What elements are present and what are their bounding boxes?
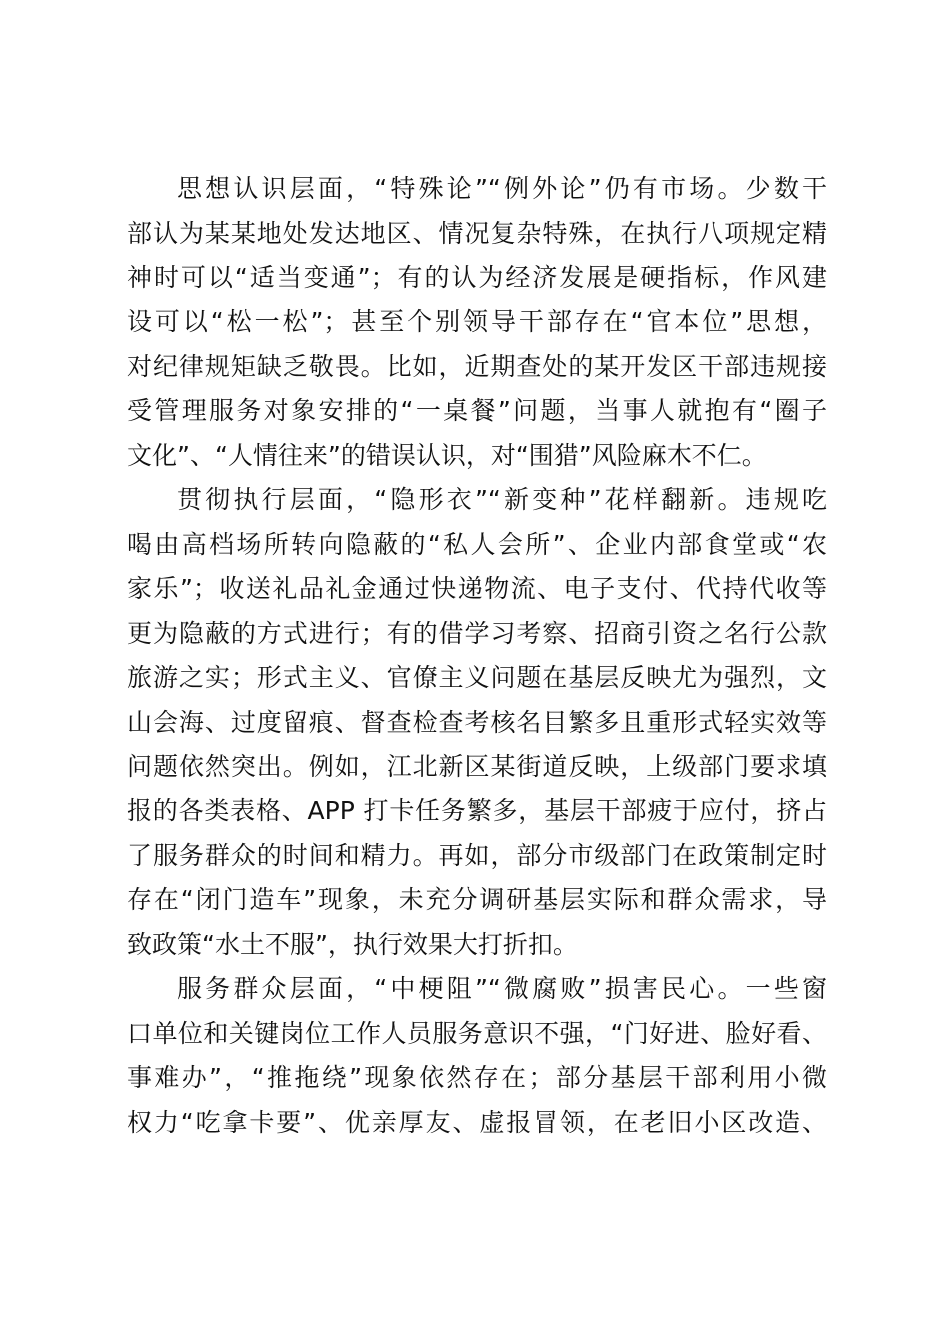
paragraph-3-line-1: 服务群众层面，“中梗阻”“微腐败”损害民心。一些窗: [177, 974, 827, 1003]
paragraph-2-line-11: 致政策“水土不服”，执行效果大打折扣。: [127, 930, 578, 959]
paragraph-1-line-3: 神时可以“适当变通”；有的认为经济发展是硬指标，作风建: [127, 263, 827, 292]
paragraph-2-line-5: 旅游之实；形式主义、官僚主义问题在基层反映尤为强烈，文: [127, 663, 827, 692]
paragraph-1-line-2: 部认为某某地处发达地区、情况复杂特殊，在执行八项规定精: [127, 219, 827, 248]
paragraph-2-line-4: 更为隐蔽的方式进行；有的借学习考察、招商引资之名行公款: [127, 619, 827, 648]
paragraph-2-line-10: 存在“闭门造车”现象，未充分调研基层实际和群众需求，导: [127, 885, 827, 914]
paragraph-1-line-5: 对纪律规矩缺乏敬畏。比如，近期查处的某开发区干部违规接: [127, 352, 827, 381]
paragraph-3-line-3: 事难办”，“推拖绕”现象依然存在；部分基层干部利用小微: [127, 1063, 827, 1092]
paragraph-2-line-2: 喝由高档场所转向隐蔽的“私人会所”、企业内部食堂或“农: [127, 530, 827, 559]
paragraph-2-line-1: 贯彻执行层面，“隐形衣”“新变种”花样翻新。违规吃: [177, 485, 827, 514]
paragraph-2-line-7: 问题依然突出。例如，江北新区某街道反映，上级部门要求填: [127, 752, 827, 781]
paragraph-2-line-9: 了服务群众的时间和精力。再如，部分市级部门在政策制定时: [127, 841, 827, 870]
paragraph-3-line-2: 口单位和关键岗位工作人员服务意识不强，“门好进、脸好看、: [127, 1019, 827, 1048]
paragraph-2-line-6: 山会海、过度留痕、督查检查考核名目繁多且重形式轻实效等: [127, 708, 827, 737]
paragraph-3-line-4: 权力“吃拿卡要”、优亲厚友、虚报冒领，在老旧小区改造、: [127, 1108, 827, 1137]
paragraph-1-line-1: 思想认识层面，“特殊论”“例外论”仍有市场。少数干: [177, 174, 827, 203]
paragraph-1-line-6: 受管理服务对象安排的“一桌餐”问题，当事人就抱有“圈子: [127, 396, 827, 425]
paragraph-2-line-3: 家乐”；收送礼品礼金通过快递物流、电子支付、代持代收等: [127, 574, 827, 603]
paragraph-1-line-7: 文化”、“人情往来”的错误认识，对“围猎”风险麻木不仁。: [127, 441, 767, 470]
paragraph-2-line-8: 报的各类表格、APP 打卡任务繁多，基层干部疲于应付，挤占: [127, 796, 827, 825]
paragraph-1-line-4: 设可以“松一松”；甚至个别领导干部存在“官本位”思想，: [127, 307, 827, 336]
